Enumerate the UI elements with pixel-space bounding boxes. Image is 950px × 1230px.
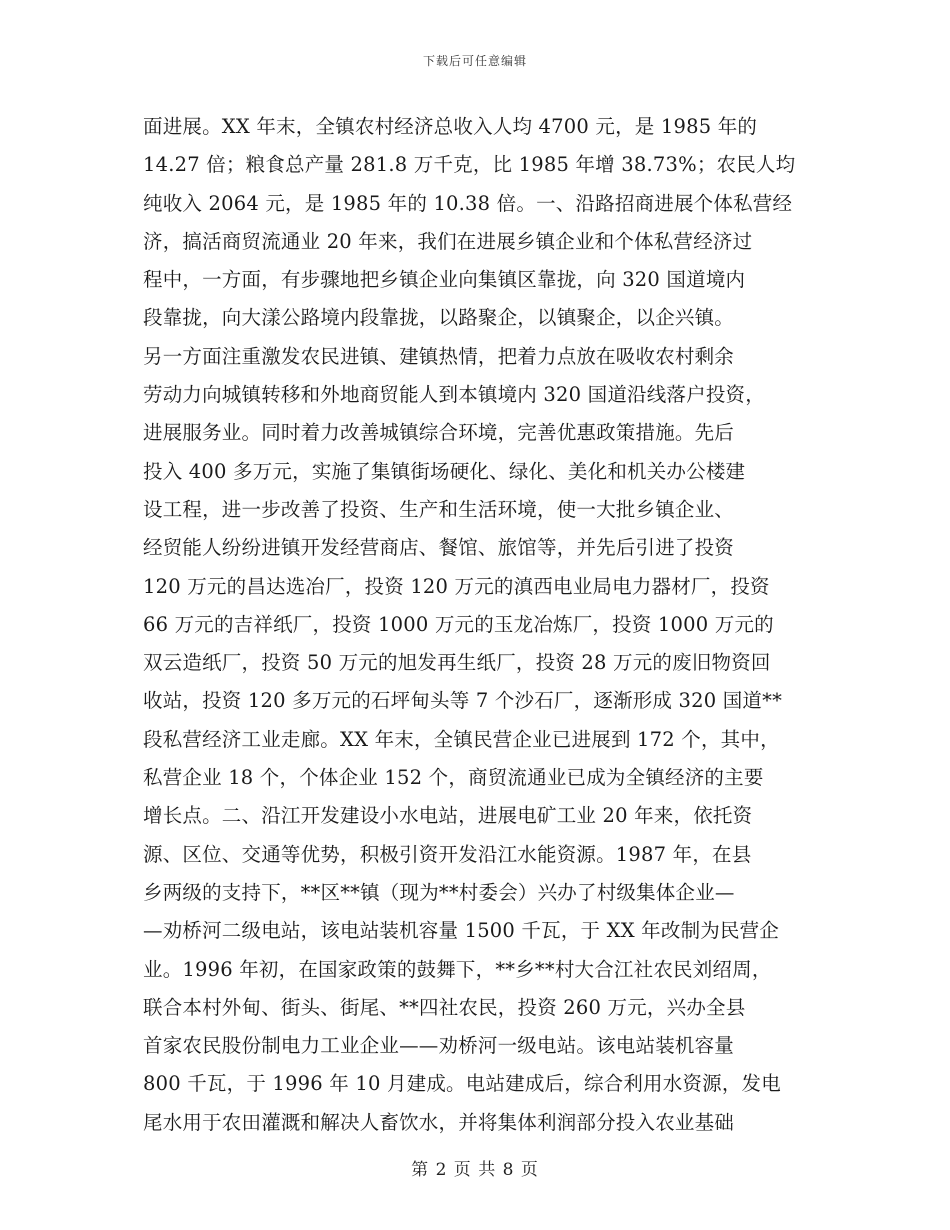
text-line: 14.27 倍；粮食总产量 281.8 万千克，比 1985 年增 38.73%；农民人均 (143, 153, 796, 177)
text-line: 段靠拢，向大漾公路境内段靠拢，以路聚企，以镇聚企，以企兴镇。 (143, 306, 735, 330)
text-line: 济，搞活商贸流通业 20 年来，我们在进展乡镇企业和个体私营经济过 (143, 229, 753, 253)
text-line: 源、区位、交通等优势，积极引资开发沿江水能资源。1987 年，在县 (143, 842, 752, 866)
text-line: 段私营经济工业走廊。XX 年末，全镇民营企业已进展到 172 个，其中， (143, 727, 780, 751)
text-line: 纯收入 2064 元，是 1985 年的 10.38 倍。一、沿路招商进展个体私营经 (143, 191, 793, 215)
text-line: 乡两级的支持下，**区**镇（现为**村委会）兴办了村级集体企业— (143, 880, 735, 904)
page-header: 下载后可任意编辑 (422, 54, 527, 68)
text-line: 联合本村外甸、街头、街尾、**四社农民，投资 260 万元，兴办全县 (143, 995, 746, 1019)
text-line: 66 万元的吉祥纸厂，投资 1000 万元的玉龙冶炼厂，投资 1000 万元的 (143, 612, 774, 636)
text-line: 收站，投资 120 多万元的石坪甸头等 7 个沙石厂，逐渐形成 320 国道** (143, 689, 783, 713)
page-number-footer: 第 2 页 共 8 页 (411, 1160, 539, 1180)
text-line: 经贸能人纷纷进镇开发经营商店、餐馆、旅馆等，并先后引进了投资 (143, 536, 735, 560)
text-line: 首家农民股份制电力工业企业——劝桥河一级电站。该电站装机容量 (143, 1034, 735, 1058)
text-line: 程中，一方面，有步骤地把乡镇企业向集镇区靠拢，向 320 国道境内 (143, 268, 746, 292)
text-line: 另一方面注重激发农民进镇、建镇热情，把着力点放在吸收农村剩余 (143, 344, 735, 368)
text-line: 私营企业 18 个，个体企业 152 个，商贸流通业已成为全镇经济的主要 (143, 766, 764, 790)
text-line: 劳动力向城镇转移和外地商贸能人到本镇境内 320 国道沿线落户投资， (143, 383, 765, 407)
text-line: 面进展。XX 年末，全镇农村经济总收入人均 4700 元，是 1985 年的 (143, 115, 758, 138)
text-line: 双云造纸厂，投资 50 万元的旭发再生纸厂，投资 28 万元的废旧物资回 (143, 651, 771, 675)
text-line: 尾水用于农田灌溉和解决人畜饮水，并将集体利润部分投入农业基础 (143, 1110, 735, 1134)
text-line: 120 万元的昌达选冶厂，投资 120 万元的滇西电业局电力器材厂，投资 (143, 574, 770, 598)
text-line: —劝桥河二级电站，该电站装机容量 1500 千瓦，于 XX 年改制为民营企 (143, 919, 780, 943)
text-line: 设工程，进一步改善了投资、生产和生活环境，使一大批乡镇企业、 (143, 497, 735, 521)
text-line: 业。1996 年初，在国家政策的鼓舞下，**乡**村大合江社农民刘绍周， (143, 957, 772, 981)
body-text (143, 108, 823, 1142)
text-line: 进展服务业。同时着力改善城镇综合环境，完善优惠政策措施。先后 (143, 421, 735, 445)
text-line: 增长点。二、沿江开发建设小水电站，进展电矿工业 20 年来，依托资 (143, 804, 753, 828)
text-line: 800 千瓦，于 1996 年 10 月建成。电站建成后，综合利用水资源，发电 (143, 1072, 781, 1096)
text-line: 投入 400 多万元，实施了集镇街场硬化、绿化、美化和机关办公楼建 (143, 459, 746, 483)
